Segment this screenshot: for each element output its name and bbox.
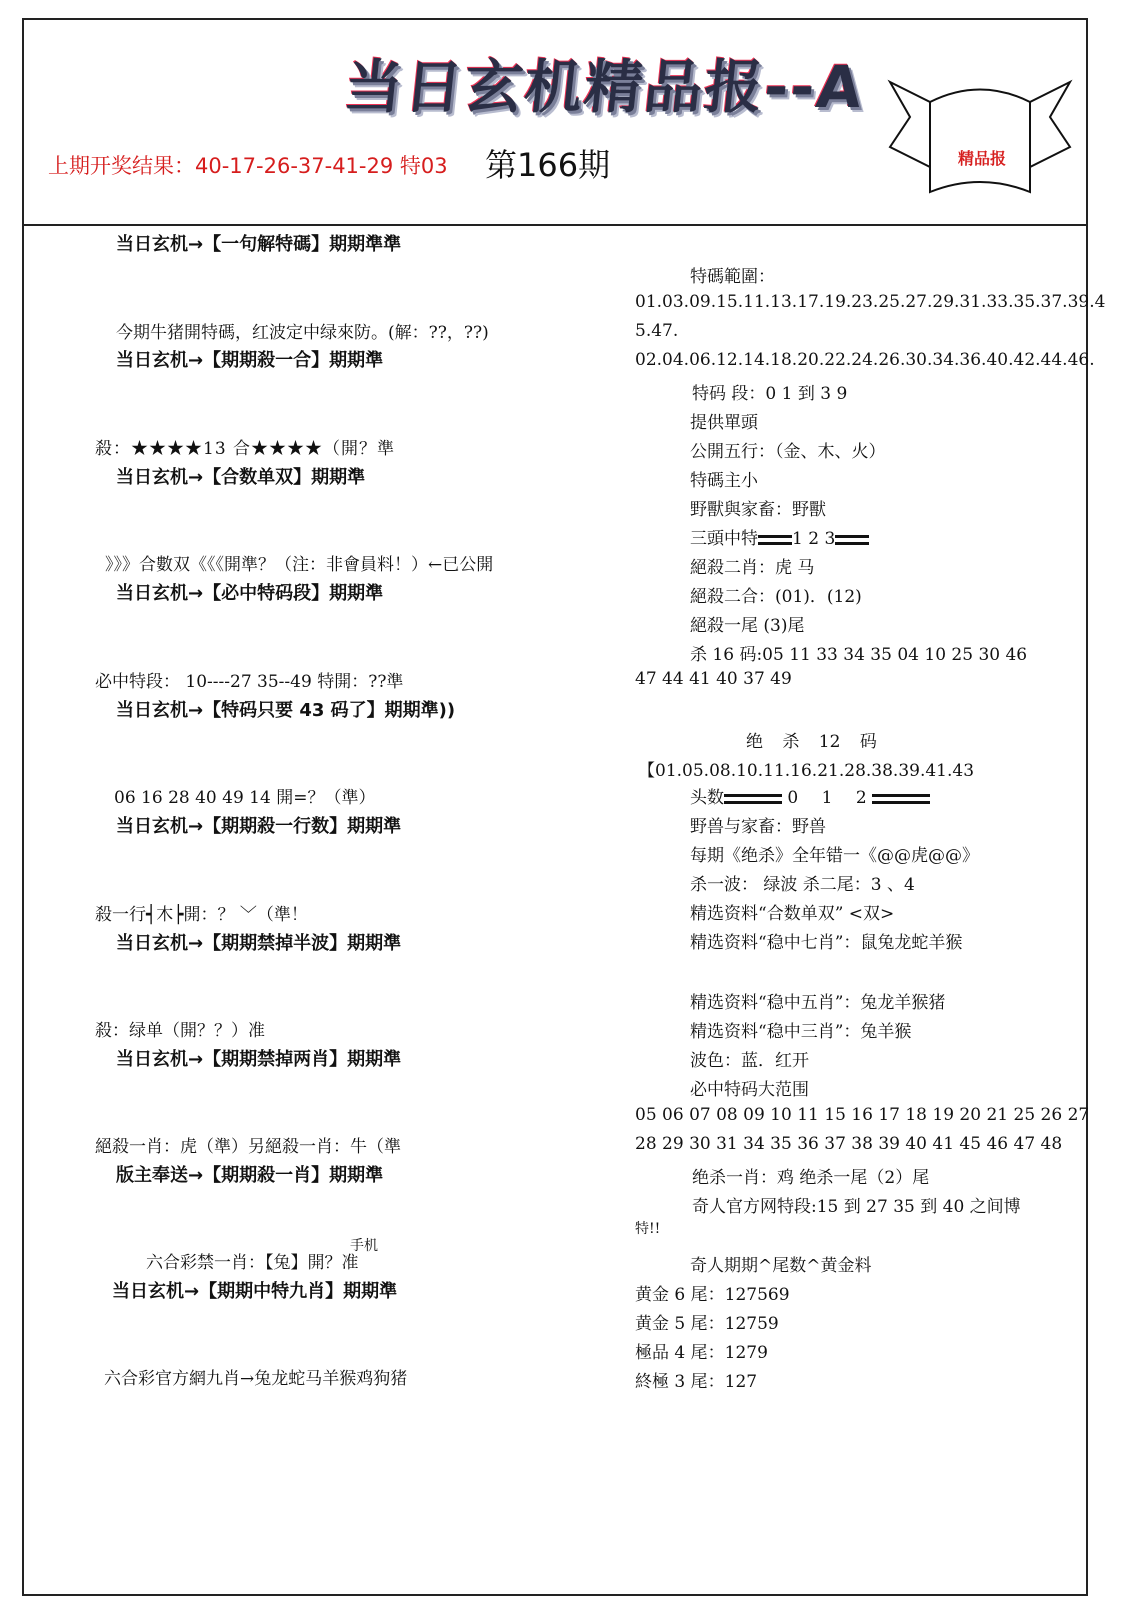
right-text: 5.47. [635, 321, 679, 341]
right-text: 05 06 07 08 09 10 11 15 16 17 18 19 20 21 25 26 27 [635, 1105, 1090, 1125]
badge-text: 精品报 [958, 149, 1007, 168]
right-text: 绝 杀 12 码 [746, 732, 877, 752]
right-text: 02.04.06.12.14.18.20.22.24.26.30.34.36.40.42.44.46. [635, 350, 1095, 370]
left-heading: 当日玄机→【特码只要 43 码了】期期準)) [116, 700, 456, 721]
left-heading: 当日玄机→【合数单双】期期準 [116, 467, 366, 488]
left-text: 殺：绿单（開？？）准 [95, 1021, 265, 1041]
left-text: 今期牛猪開特碼，红波定中绿來防。(解：??，??) [116, 323, 489, 343]
left-text: 六合彩官方網九肖→兔龙蛇马羊猴鸡狗猪 [104, 1369, 408, 1389]
right-text: 特碼主小 [690, 471, 758, 491]
right-text: 每期《绝杀》全年错一《@@虎@@》 [690, 846, 979, 866]
left-text: 六合彩禁一肖：【兔】開？准 [146, 1253, 359, 1273]
right-text: 公開五行：（金、木、火） [690, 442, 886, 462]
right-text: 绝杀一肖：鸡 绝杀一尾（2）尾 [692, 1168, 930, 1188]
right-text: 奇人期期^尾数^黄金料 [690, 1256, 872, 1276]
bars-icon [758, 535, 792, 545]
right-text: 47 44 41 40 37 49 [635, 669, 792, 689]
right-text: 精选资料“稳中七肖”：鼠兔龙蛇羊猴 [690, 933, 963, 953]
right-text: 精选资料“合数单双” <双> [690, 904, 895, 924]
right-text: 1 2 3 [792, 529, 836, 549]
right-text: 精选资料“稳中三肖”：兔羊猴 [690, 1022, 912, 1042]
left-text: 》》》合數双《《《開準？（注：非會員料！）←已公開 [105, 555, 494, 575]
right-text: 【01.05.08.10.11.16.21.28.38.39.41.43 [638, 761, 975, 781]
left-heading: 当日玄机→【必中特码段】期期準 [116, 583, 384, 604]
right-text: 杀 16 码:05 11 33 34 35 04 10 25 30 46 [690, 645, 1028, 665]
right-text: 精选资料“稳中五肖”：兔龙羊猴猪 [690, 993, 946, 1013]
left-heading: 版主奉送→【期期殺一肖】期期準 [116, 1165, 384, 1186]
right-text: 野兽与家畜：野兽 [690, 817, 826, 837]
bars-icon [835, 535, 869, 545]
left-text: 殺：★★★★13 合★★★★（開？準 [95, 439, 396, 459]
left-text: 絕殺一肖：虎（準）另絕殺一肖：牛（準 [95, 1137, 401, 1157]
left-heading: 当日玄机→【期期禁掉两肖】期期準 [116, 1049, 402, 1070]
left-heading: 当日玄机→【期期中特九肖】期期準 [112, 1281, 398, 1302]
right-text: 杀一波： 绿波 杀二尾：3 、4 [690, 875, 915, 895]
right-text: 野獸與家畜：野獸 [690, 500, 826, 520]
right-text: 提供單頭 [690, 413, 758, 433]
right-text: 波色：蓝．红开 [690, 1051, 809, 1071]
right-text: 特碼範圍： [690, 267, 775, 287]
issue-number: 第166期 [485, 146, 611, 184]
right-text: 0 1 2 [787, 788, 867, 808]
right-text: 必中特码大范围 [690, 1080, 809, 1100]
right-text: 黄金 6 尾：127569 [635, 1285, 790, 1305]
left-text: 必中特段： 10----27 35--49 特開：??準 [95, 672, 404, 692]
page-title: 当日玄机精品报--A [340, 53, 868, 121]
right-text-bars [690, 524, 869, 549]
right-text: 絕殺二肖：虎 马 [690, 558, 815, 578]
last-result: 上期开奖结果：40-17-26-37-41-29 特03 [48, 154, 448, 178]
left-heading: 当日玄机→【期期禁掉半波】期期準 [116, 933, 402, 954]
right-text: 極品 4 尾：1279 [635, 1343, 768, 1363]
right-text-bars [690, 783, 930, 808]
bars-icon [872, 794, 930, 804]
left-text: 06 16 28 40 49 14 開=？（準） [114, 788, 376, 808]
right-text: 奇人官方网特段:15 到 27 35 到 40 之间博 [692, 1197, 1021, 1217]
right-text: 黄金 5 尾：12759 [635, 1314, 779, 1334]
left-text: 殺一行┥木┝開：？ ﹀（準！ [95, 905, 308, 925]
left-heading: 当日玄机→【一句解特碼】期期準準 [116, 234, 402, 255]
right-text: 三頭中特 [690, 529, 758, 549]
right-text: 头数 [690, 788, 724, 808]
left-text: 手机 [350, 1238, 378, 1254]
scroll-banner-icon [885, 72, 1075, 212]
right-text: 終極 3 尾：127 [635, 1372, 758, 1392]
right-text: 特码 段：0 1 到 3 9 [692, 384, 848, 404]
left-heading: 当日玄机→【期期殺一合】期期準 [116, 350, 384, 371]
right-text: 28 29 30 31 34 35 36 37 38 39 40 41 45 46 47 48 [635, 1134, 1063, 1154]
bars-icon [724, 794, 782, 804]
right-text: 絕殺二合：(01)．(12) [690, 587, 862, 607]
right-text: 01.03.09.15.11.13.17.19.23.25.27.29.31.33.35.37.39.4 [635, 292, 1106, 312]
right-text: 特!! [635, 1221, 661, 1237]
right-text: 絕殺一尾 (3)尾 [690, 616, 805, 636]
left-heading: 当日玄机→【期期殺一行数】期期準 [116, 816, 402, 837]
